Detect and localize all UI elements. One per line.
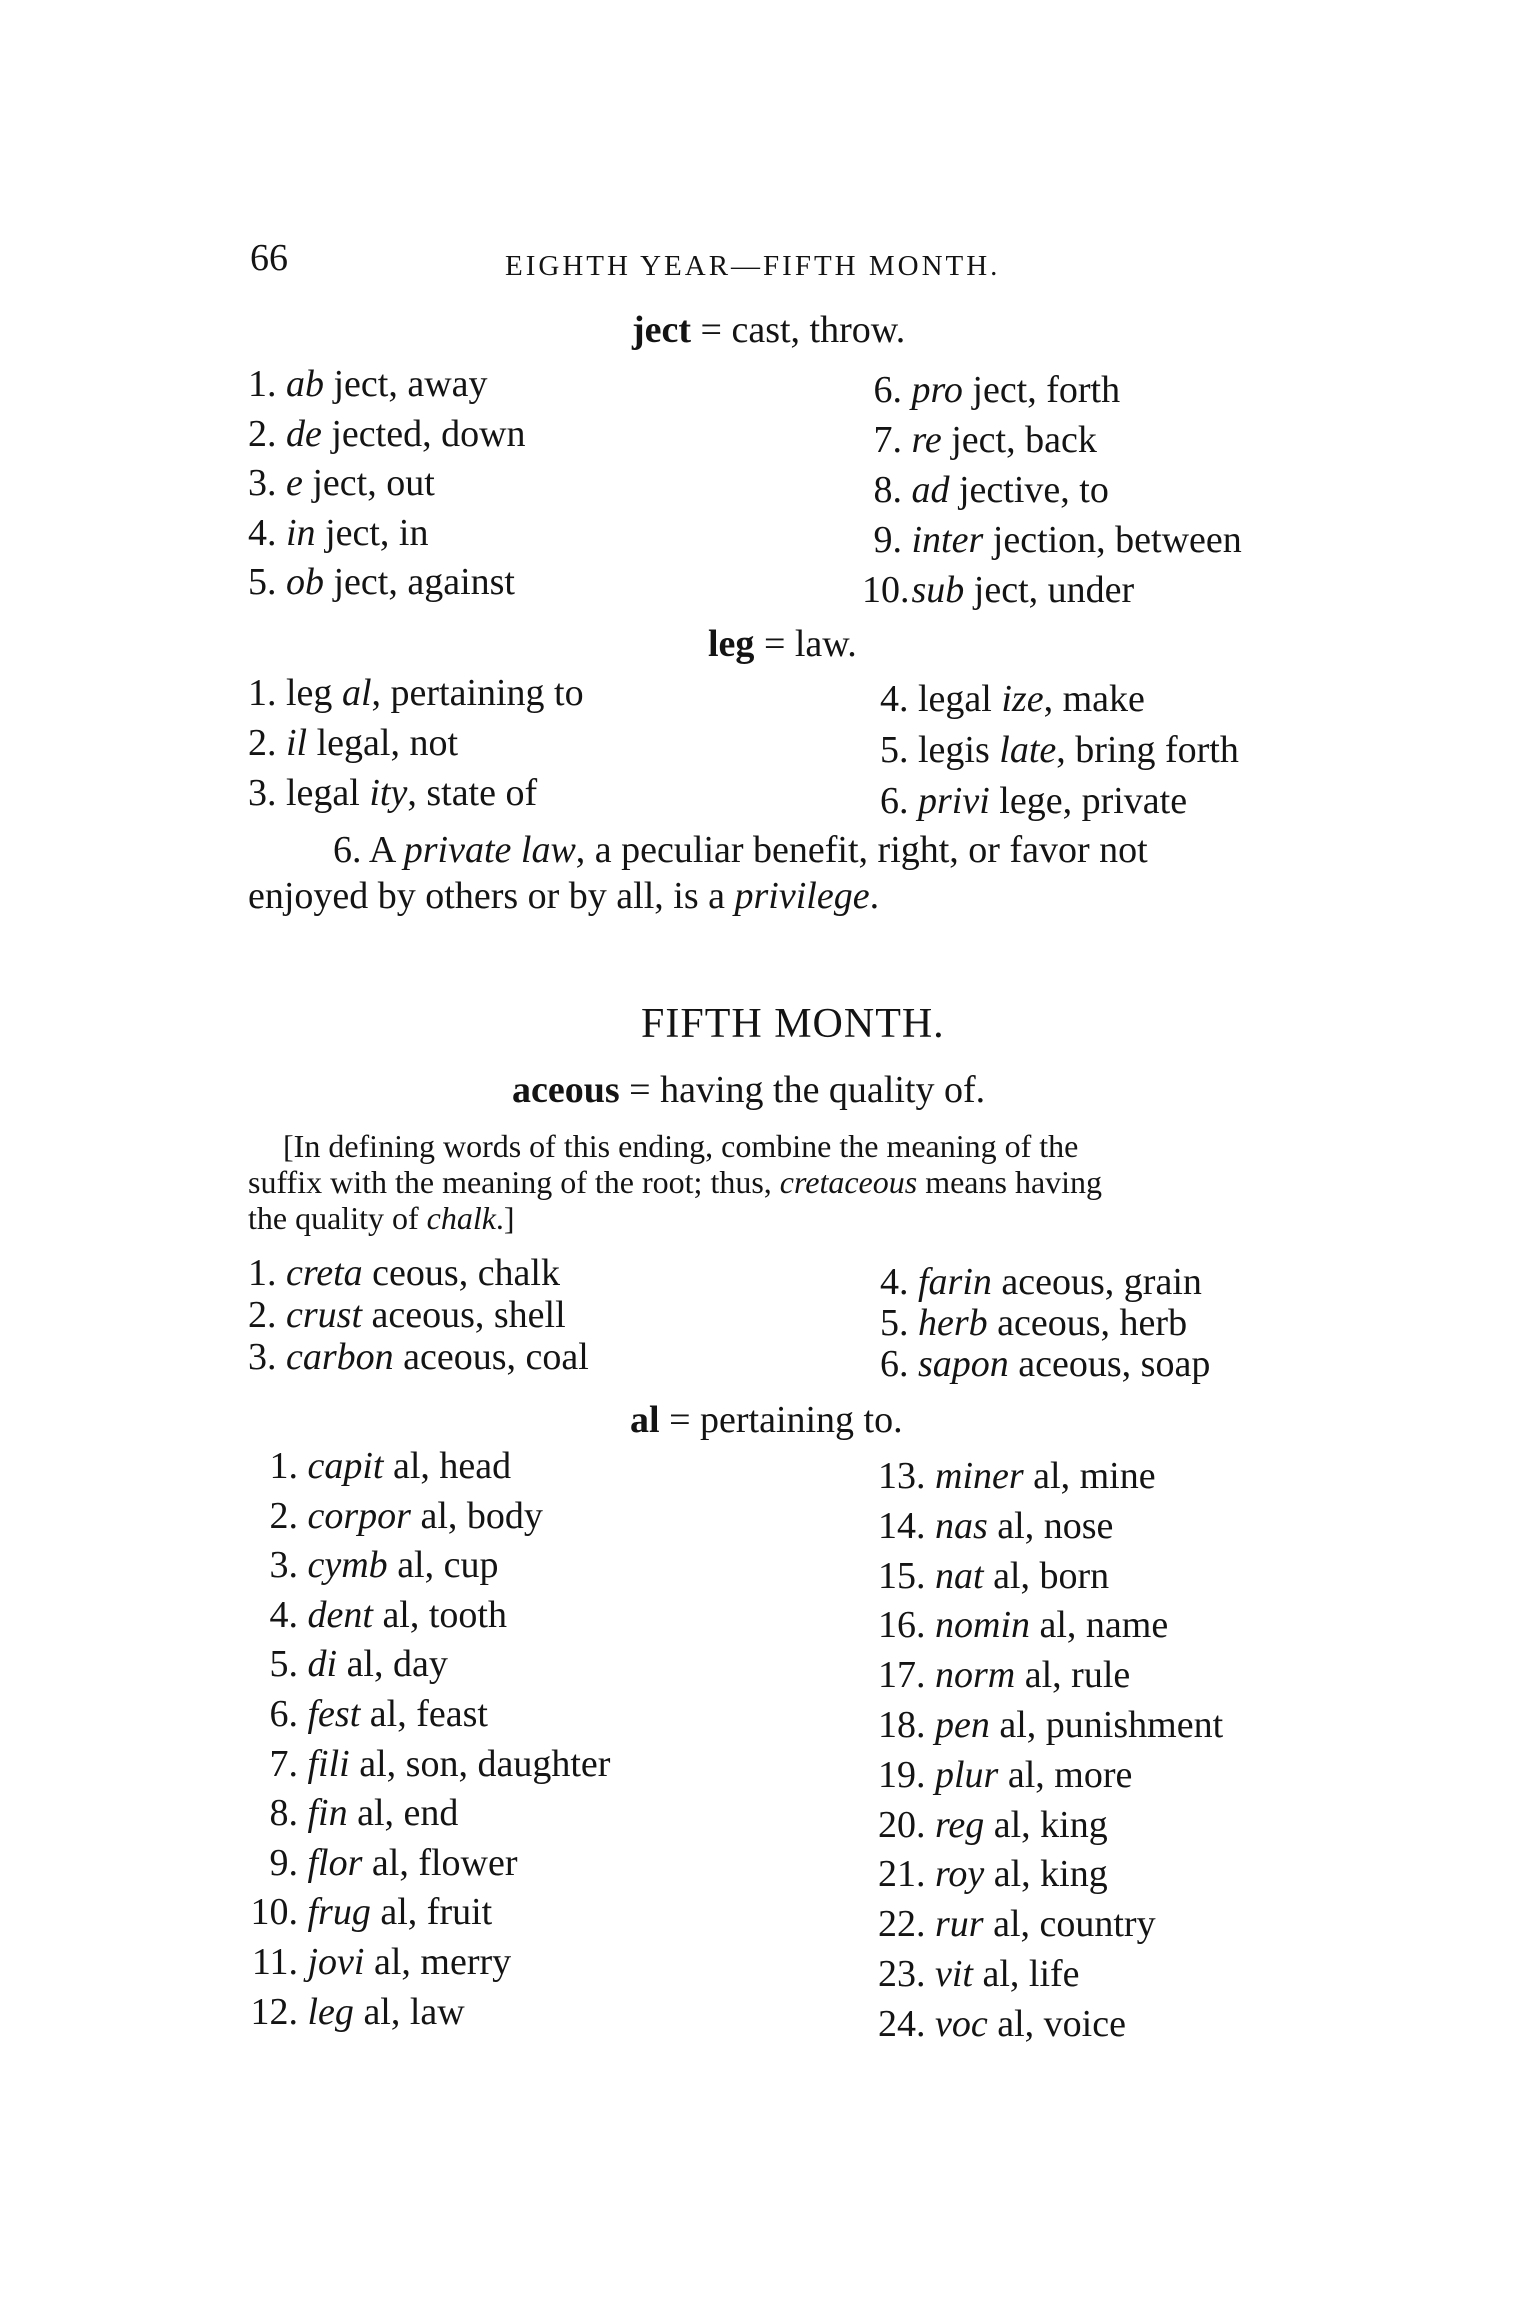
list-item: 3. carbon aceous, coal [248, 1336, 589, 1378]
leg-list-left [248, 668, 584, 818]
aceous-note-line-2: suffix with the meaning of the root; thus, cretaceous means having [248, 1164, 1103, 1200]
list-item: 4. farin aceous, grain [880, 1261, 1202, 1303]
leg-note-line-1: 6. A private law, a peculiar benefit, right, or favor not [333, 829, 1148, 871]
list-item: 2. crust aceous, shell [248, 1294, 566, 1336]
ject-meaning: = cast, throw. [700, 309, 906, 351]
list-item: 14. nas al, nose [878, 1504, 1114, 1547]
aceous-note-line-3: the quality of chalk.] [248, 1200, 515, 1236]
list-item: 5. legis late, bring forth [880, 729, 1239, 771]
list-item: 9. inter jection, between [873, 519, 1242, 561]
list-item: 4. in ject, in [248, 511, 429, 554]
list-item: 18. pen al, punishment [878, 1703, 1224, 1746]
aceous-list-right [880, 1262, 1210, 1385]
aceous-meaning: = having the quality of. [629, 1069, 986, 1111]
page-number: 66 [250, 237, 288, 279]
aceous-note-line-1: [In defining words of this ending, combine the meaning of the [283, 1128, 1079, 1164]
list-item: 22. rur al, country [878, 1903, 1156, 1946]
list-item: 2. corpor al, body [269, 1494, 543, 1537]
leg-list-right [880, 674, 1239, 827]
list-item: 13. miner al, mine [878, 1455, 1156, 1497]
aceous-list-left [248, 1252, 589, 1378]
list-item: 7. re ject, back [873, 419, 1097, 461]
list-item: 7. fili al, son, daughter [269, 1742, 611, 1785]
list-item: 2. de jected, down [248, 412, 526, 455]
ject-list-left [248, 360, 526, 608]
list-item: 6. sapon aceous, soap [880, 1343, 1211, 1385]
list-item: 20. reg al, king [878, 1803, 1108, 1846]
list-item: 17. norm al, rule [878, 1654, 1131, 1697]
running-title: EIGHTH YEAR—FIFTH MONTH. [505, 250, 1001, 282]
list-item: 1. ab ject, away [248, 363, 488, 405]
list-item: 2. il legal, not [248, 722, 459, 764]
list-item: 19. plur al, more [878, 1753, 1133, 1796]
list-item: 10. frug al, fruit [250, 1891, 493, 1934]
list-item: 6. pro ject, forth [873, 369, 1121, 411]
ject-root: ject [632, 309, 692, 351]
list-item: 1. leg al, pertaining to [248, 672, 584, 714]
al-list-left [244, 1442, 610, 2037]
list-item: 4. dent al, tooth [269, 1593, 507, 1636]
ject-heading [632, 310, 905, 350]
list-item: 1. capit al, head [269, 1445, 512, 1487]
al-meaning: = pertaining to. [669, 1399, 903, 1441]
list-item: 4. legal ize, make [880, 678, 1145, 720]
list-item: 24. voc al, voice [878, 2002, 1126, 2045]
list-item: 1. creta ceous, chalk [248, 1252, 560, 1294]
leg-heading [708, 624, 857, 664]
al-root: al [630, 1399, 660, 1441]
aceous-heading [512, 1070, 985, 1110]
list-item: 15. nat al, born [878, 1554, 1110, 1597]
al-list-right [878, 1452, 1223, 2050]
aceous-root: aceous [512, 1069, 620, 1111]
list-item: 12. leg al, law [250, 1990, 465, 2033]
section-title: FIFTH MONTH. [641, 1001, 945, 1047]
list-item: 10. sub ject, under [862, 569, 1135, 611]
list-item: 16. nomin al, name [878, 1604, 1169, 1647]
list-item: 6. privi lege, private [880, 780, 1188, 822]
list-item: 11. jovi al, merry [251, 1940, 512, 1983]
list-item: 8. ad jective, to [873, 469, 1109, 511]
leg-meaning: = law. [763, 623, 857, 665]
al-heading [630, 1400, 903, 1440]
list-item: 3. cymb al, cup [269, 1544, 499, 1587]
list-item: 21. roy al, king [878, 1853, 1108, 1896]
list-item: 23. vit al, life [878, 1952, 1080, 1995]
leg-root: leg [708, 623, 755, 665]
list-item: 5. di al, day [269, 1643, 448, 1686]
list-item: 8. fin al, end [269, 1792, 459, 1835]
list-item: 3. e ject, out [248, 462, 435, 504]
list-item: 5. ob ject, against [248, 561, 515, 603]
list-item: 5. herb aceous, herb [880, 1302, 1188, 1344]
list-item: 3. legal ity, state of [248, 772, 538, 814]
list-item: 6. fest al, feast [269, 1692, 488, 1735]
leg-note-line-2: enjoyed by others or by all, is a privilege. [248, 875, 880, 917]
list-item: 9. flor al, flower [269, 1841, 518, 1884]
ject-list-right [862, 365, 1242, 615]
